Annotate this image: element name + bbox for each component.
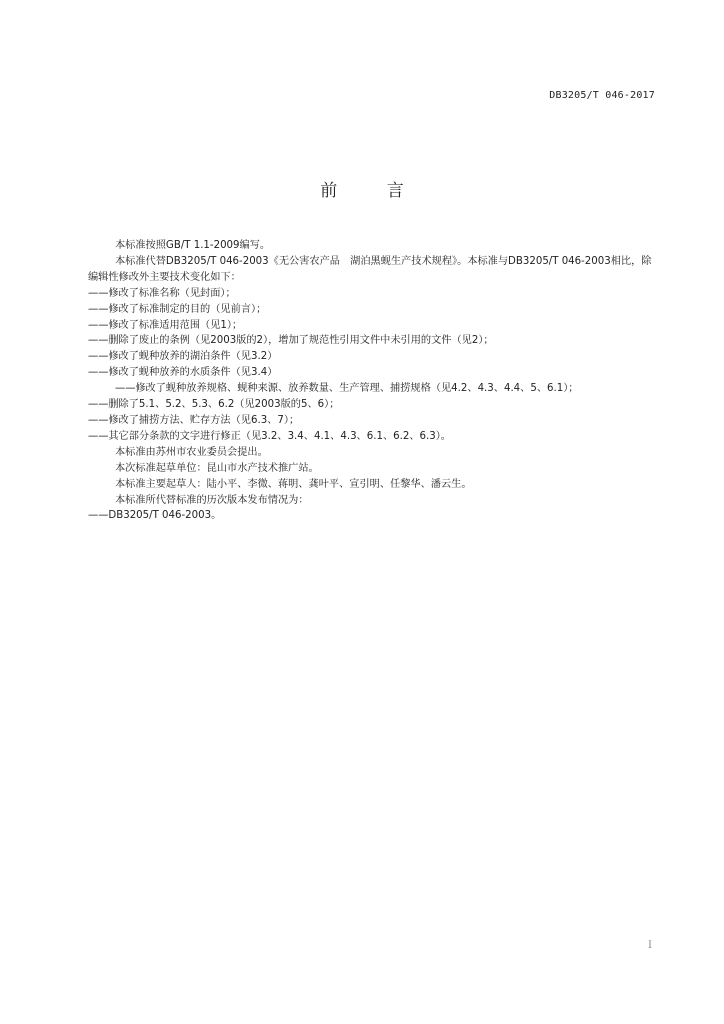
list-item: ——修改了蚬种放养的湖泊条件（见3.2） — [88, 351, 278, 363]
list-item: ——修改了标准名称（见封面）； — [88, 287, 236, 299]
paragraph-replacement: 本标准代替DB3205/T 046-2003《无公害农产品 湖泊黑蚬生产技术规程》。本标准与DB3205/T 046-2003相比，除编辑性修改外主要技术变化如下： — [88, 255, 652, 283]
page-title: 前 言 — [320, 181, 426, 201]
paragraph-history-item: ——DB3205/T 046-2003。 — [88, 510, 222, 522]
paragraph-history: 本标准所代替标准的历次版本发布情况为： — [115, 494, 309, 506]
page-number: I — [648, 940, 652, 951]
paragraph-drafters: 本标准主要起草人：陆小平、李微、蒋明、龚叶平、宣引明、任黎华、潘云生。 — [115, 478, 472, 490]
list-item: ——修改了标准制定的目的（见前言）； — [88, 303, 267, 315]
paragraph-drafting-unit: 本次标准起草单位：昆山市水产技术推广站。 — [115, 462, 319, 474]
list-item: ——修改了捕捞方法、贮存方法（见6.3、7）； — [88, 414, 300, 426]
list-item: ——修改了蚬种放养规格、蚬种来源、放养数量、生产管理、捕捞规格（见4.2、4.3、4.4、5、6.1）； — [115, 383, 579, 395]
list-item: ——删除了废止的条例（见2003版的2），增加了规范性引用文件中未引用的文件（见2）； — [88, 335, 494, 347]
document-code: DB3205/T 046-2017 — [549, 90, 655, 101]
paragraph-basis: 本标准按照GB/T 1.1-2009编写。 — [115, 240, 271, 251]
foreword-body — [88, 238, 658, 524]
list-item: ——删除了5.1、5.2、5.3、6.2（见2003版的5、6）； — [88, 399, 340, 411]
paragraph-proposer: 本标准由苏州市农业委员会提出。 — [115, 446, 268, 458]
list-item: ——修改了标准适用范围（见1）； — [88, 319, 243, 331]
list-item: ——其它部分条款的文字进行修正（见3.2、3.4、4.1、4.3、6.1、6.2、6.3）。 — [88, 430, 451, 442]
list-item: ——修改了蚬种放养的水质条件（见3.4） — [88, 367, 278, 379]
